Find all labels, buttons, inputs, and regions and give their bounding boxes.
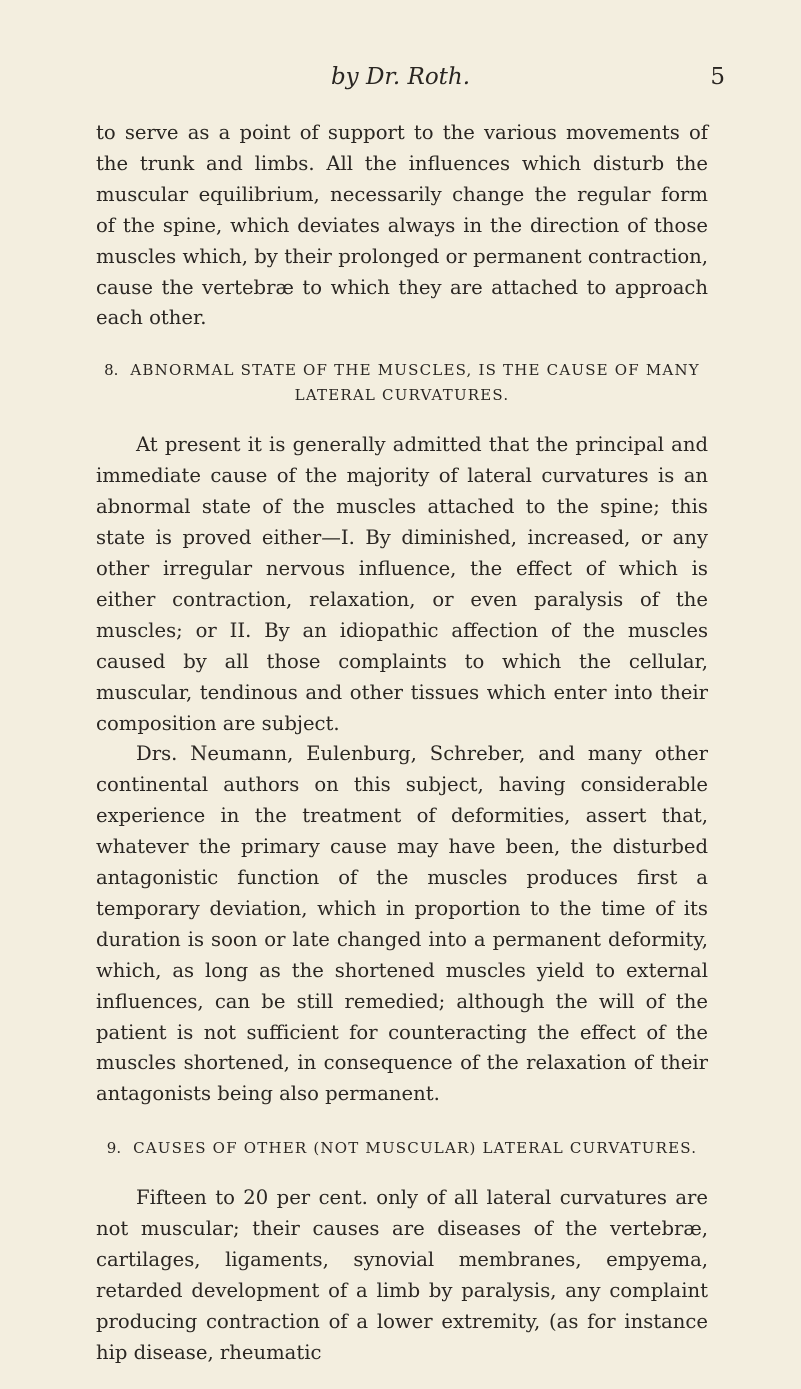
running-head <box>0 64 801 104</box>
running-head-title: by Dr. Roth. <box>330 64 471 90</box>
section-8-heading <box>96 358 708 408</box>
section-9-number: 9. <box>106 1139 122 1158</box>
page-number: 5 <box>710 64 725 90</box>
paragraph: Fifteen to 20 per cent. only of all lateral curvatures are not muscular; their causes are diseases of the vertebræ, cartilages, ligaments, synovial membranes, empyema, retarded development of a limb by paralysis, any complaint producing contraction of a lower extremity, (as for instance hip disease, rheumatic <box>96 1186 708 1364</box>
section-8-title: ABNORMAL STATE OF THE MUSCLES, IS THE CAUSE OF MANY LATERAL CURVATURES. <box>130 361 700 405</box>
paragraph: At present it is generally admitted that the principal and immediate cause of the majority of lateral curvatures is an abnormal state of the muscles attached to the spine; this state is proved either—I. By diminished, increased, or any other irregular nervous influence, the effect of which is either contraction, relaxation, or even paralysis of the muscles; or II. By an idiopathic affection of the muscles caused by all those complaints to which the cellular, muscular, tendinous and other tissues which enter into their composition are subject. <box>96 433 708 735</box>
section-8-number: 8. <box>104 361 119 380</box>
paragraph-continued: to serve as a point of support to the various movements of the trunk and limbs. All the influences which disturb the muscular equilibrium, necessarily change the regular form of the spine, which deviates always in the direction of those muscles which, by their prolonged or permanent contraction, cause the vertebræ to which they are attached to approach each other. <box>96 121 708 330</box>
paragraph: Drs. Neumann, Eulenburg, Schreber, and many other continental authors on this subject, having considerable experience in the treatment of deformities, assert that, whatever the primary cause may have been, the disturbed antagonistic function of the muscles produces first a temporary deviation, which in proportion to the time of its duration is soon or late changed into a permanent deformity, which, as long as the shortened muscles yield to external influences, can be still remedied; although the will of the patient is not sufficient for counteracting the effect of the muscles shortened, in consequence of the relaxation of their antagonists being also permanent. <box>96 742 708 1106</box>
body-text <box>96 118 708 1369</box>
section-9-heading <box>96 1136 708 1161</box>
section-9-title: CAUSES OF OTHER (NOT MUSCULAR) LATERAL CURVATURES. <box>133 1139 698 1158</box>
